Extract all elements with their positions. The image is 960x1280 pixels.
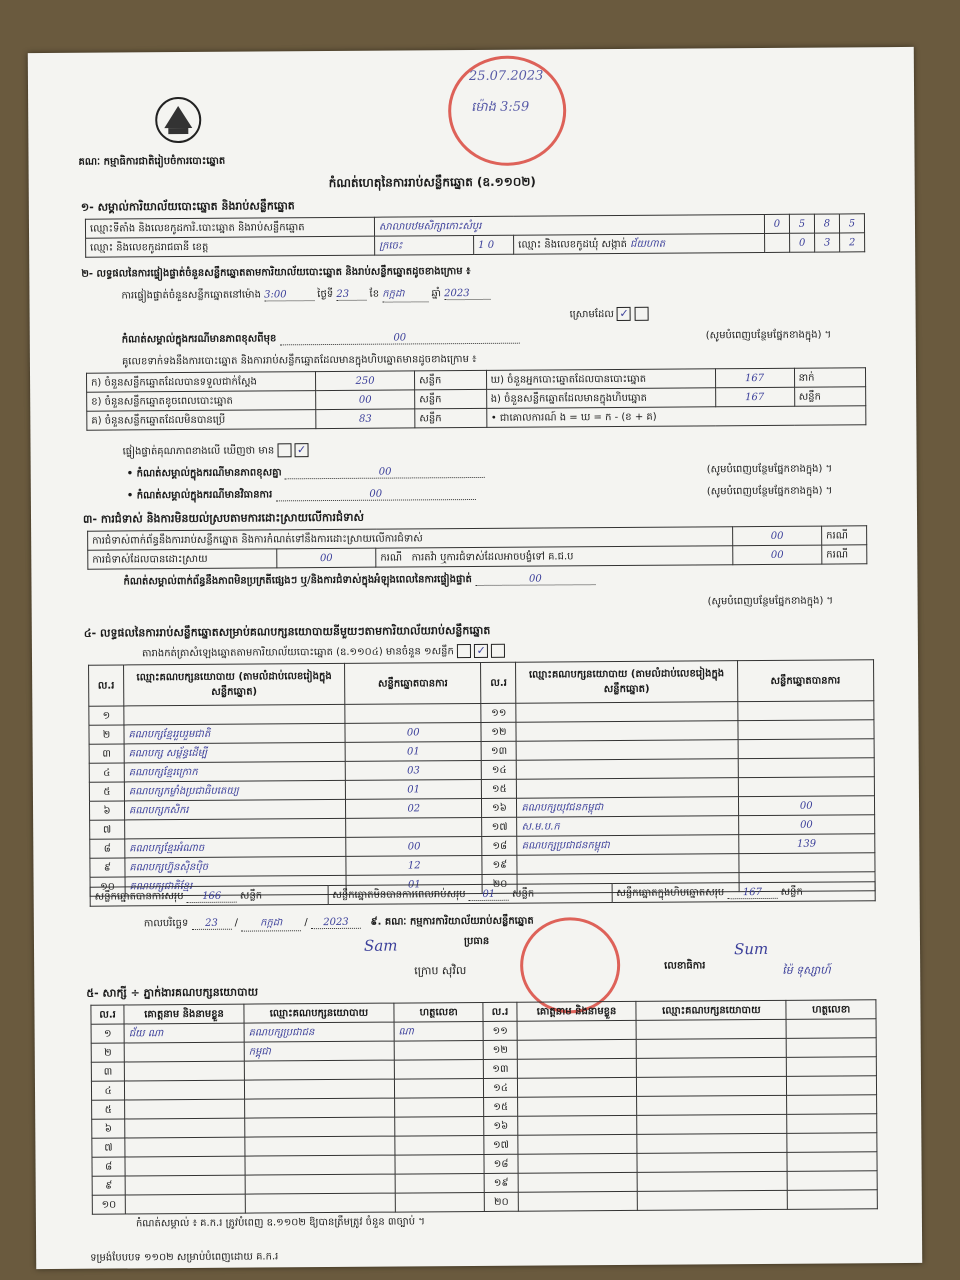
formula: • ជាគោលការណ៍ ង = ឃ = ក - (ខ + គ) [486,406,866,428]
row-no: ១៦ [484,1116,517,1135]
witness-party [245,1098,395,1118]
col-no: ល.រ [91,1005,124,1024]
row-no: ៥ [89,782,124,801]
party-name: គណបក្សប្រជាជនកម្ពុជា [517,835,738,856]
witness-signature [395,1154,485,1174]
table-row [92,1190,877,1214]
witness-party [245,1136,395,1156]
form-title: កំណត់ហេតុនៃការរាប់សន្លឹកឆ្នោត (ឧ.១១០២) [328,174,536,191]
witness-signature [394,1059,484,1079]
witness-name [517,1020,637,1040]
objection-row2-label: ការជំទាស់ដែលបានដោះស្រាយ [88,549,277,569]
col-votes: សន្លឹកឆ្នោតបានការ [345,662,482,704]
witness-name [518,1191,638,1211]
vote-count: 03 [345,760,482,780]
code-cell: 5 [789,214,814,233]
official-stamp-top [448,55,567,166]
witness-signature [395,1192,485,1212]
row-a-value: 250 [315,371,414,391]
objection-table [87,525,867,569]
col-no: ល.រ [89,665,124,706]
unit: សន្លឹក [415,408,487,427]
party-name: គណបក្ស សម្ព័ន្ធដើម្បី [124,742,345,763]
row-no: ១១ [481,703,516,722]
party-results-table [88,659,876,896]
row-no: ១០ [92,1195,125,1214]
chair-label: ប្រធាន [463,935,490,948]
vote-count [738,853,875,873]
code-cell [765,233,790,252]
objection-row2b-value: 00 [733,545,822,565]
witness-signature: ណា [394,1021,484,1041]
row-b-value: 00 [316,390,415,410]
section5-heading: ៥- សាក្សី ÷ ភ្នាក់ងារគណបក្សនយោបាយ [86,985,259,1000]
row-d-value: 167 [715,368,794,388]
checkbox-3[interactable] [491,644,505,658]
supplement-note-2: (សូមបំពេញបន្ថែមផ្នែកខាងក្នុង) ។ [706,463,833,476]
witness-party [637,1076,787,1096]
witness-signature [787,1133,877,1153]
witness-signature [787,1076,877,1096]
col-party: ឈ្មោះគណបក្សនយោបាយ (តាមលំដាប់លេខរៀងក្នុងសន្លឹកឆ្នោត) [123,663,344,706]
witness-name [125,1156,245,1176]
code-cell: 0 [790,233,815,252]
unit: សន្លឹក [415,389,487,408]
row-no: ៦ [89,801,124,820]
col-votes: សន្លឹកឆ្នោតបានការ [737,660,874,702]
col-party: ឈ្មោះគណបក្សនយោបាយ (តាមលំដាប់លេខរៀងក្នុងសន្លឹកឆ្នោត) [516,661,737,704]
row-no: ៦ [92,1119,125,1138]
party-name [124,704,345,725]
checkbox-same[interactable]: ✓ [617,307,631,321]
witness-name [518,1134,638,1154]
col-sign: ហត្ថលេខា [394,1002,484,1022]
witness-name [517,1077,637,1097]
witness-name: ជ័យ ណា [124,1023,244,1043]
commission-name: គណៈ កម្មាធិការជាតិរៀបចំការបោះឆ្នោត [78,155,226,168]
objection-row2-value: 00 [277,548,376,568]
section4-sub: តារាងកត់ត្រាសំឡេងឆ្នោតតាមការិយាល័យបោះឆ្នោត (ឧ.១១០៤) មានចំនួន ១សន្លឹក ✓ [142,644,505,662]
witness-party [637,1114,787,1134]
party-name: គណបក្សខ្មែរអំណាច [125,837,346,858]
row-no: ៧ [92,1138,125,1157]
row-no: ២០ [482,874,517,893]
witness-signature [787,1114,877,1134]
row-no: ៣ [91,1062,124,1081]
witness-party [245,1155,395,1175]
chair-signature: Sam [363,936,398,955]
witness-signature [394,1040,484,1060]
vote-count: 01 [345,779,482,799]
envelope-check: ស្រោមដែល ✓ [570,307,649,323]
witness-signature [395,1116,485,1136]
section2-heading: ២- លទ្ធផលនៃការផ្ទៀងផ្ទាត់ចំនួនសន្លឹកឆ្នោតតាមការិយាល័យបោះឆ្នោត និងរាប់សន្លឹកឆ្នោតដូចខាងក្រោម ៖ [81,266,471,280]
ballot-count-form [28,47,922,1269]
unit: ករណី [822,545,867,564]
witness-party [637,1152,787,1172]
witness-party [637,1133,787,1153]
col-no: ល.រ [483,1002,516,1021]
witness-signature [395,1135,485,1155]
party-name [517,759,738,780]
vote-count [738,758,875,778]
unit: សន្លឹក [414,370,486,389]
vote-count: 00 [738,796,875,816]
vote-count [737,720,874,740]
code-cell: 5 [839,214,864,233]
row-no: ៥ [92,1100,125,1119]
row-no: ១៩ [485,1173,518,1192]
row-no: ១៩ [482,855,517,874]
col-no: ល.រ [481,662,516,703]
witness-signature [787,1095,877,1115]
witness-party: កម្ពុជា [244,1041,394,1061]
witness-name [517,1039,637,1059]
witness-signature [394,1097,484,1117]
supplement-note-1: (សូមបំពេញបន្ថែមផ្នែកខាងក្នុង) ។ [705,329,832,342]
row-no: ១៣ [484,1059,517,1078]
supplement-note-4: (សូមបំពេញបន្ថែមផ្នែកខាងក្នុង) ។ [707,595,834,608]
vote-count [738,739,875,759]
secretary-name: ម៉ៃ ទុស្សាហ៍ [782,963,831,977]
row-no: ១៧ [484,1135,517,1154]
witness-party [244,1060,394,1080]
official-stamp-bottom [520,917,621,1014]
party-name [125,818,346,839]
witness-party [245,1174,395,1194]
row-no: ១ [89,706,124,725]
verification-time-line: ការផ្ទៀងផ្ទាត់ចំនួនសន្លឹកឆ្នោតនៅម៉ោង 3:00 ថ្ងៃទី 23 ខែ កក្កដា ឆ្នាំ 2023 [121,286,490,305]
total-valid: សន្លឹកឆ្នោតបានការសរុប 166 សន្លឹក [90,886,328,907]
code-cell: 2 [840,233,865,252]
witness-name [125,1061,245,1081]
section3-heading: ៣- ការជំទាស់ និងការមិនយល់ស្របតាមការដោះស្រាយលើការជំទាស់ [82,510,364,526]
witness-signature [394,1078,484,1098]
code-cell: 0 [764,214,789,233]
col-party: ឈ្មោះគណបក្សនយោបាយ [244,1003,394,1023]
vote-count: 01 [346,874,483,894]
party-name: គណបក្សខ្មែររួបរួមជាតិ [124,723,345,744]
party-name: គណបក្សកសិករ [124,799,345,820]
witness-name [517,1096,637,1116]
witness-party [245,1193,395,1213]
row-e-value: 167 [715,387,794,407]
witness-party [637,1057,787,1077]
witness-signature [788,1190,878,1210]
col-name: គោត្តនាម និងនាមខ្លួន [124,1004,244,1024]
nec-emblem-icon [150,96,206,144]
row-no: ១៤ [484,1078,517,1097]
witness-table [90,999,877,1214]
vote-count: 01 [345,741,482,761]
row1-value: សាលាបឋមសិក្សាកោះសំបូរ [374,214,764,236]
row-no: ៤ [89,763,124,782]
row-a-label: ក) ចំនួនសន្លឹកឆ្នោតដែលបានទទួលជាក់ស្តែង [87,372,316,393]
witness-name [518,1172,638,1192]
section4-heading: ៤- លទ្ធផលនៃការរាប់សន្លឹកឆ្នោតសម្រាប់គណបក្សនយោបាយនីមួយៗតាមការិយាល័យរាប់សន្លឹកឆ្នោត [83,623,491,640]
section1-table [85,213,865,257]
checkbox-2[interactable]: ✓ [474,644,488,658]
code-cell: 3 [815,233,840,252]
witness-name [518,1153,638,1173]
row-no: ១០ [90,877,125,896]
row-no: ១៧ [482,817,517,836]
section2-subheading: គូលេខទាក់ទងនឹងការបោះឆ្នោត និងការរាប់សន្លឹកឆ្នោតដែលមានក្នុងហិបឆ្នោតមានដូចខាងក្រោម ៖ [121,353,477,368]
row-no: ២០ [485,1192,518,1211]
witness-name [125,1194,245,1214]
row-e-label: ង) ចំនួនសន្លឹកឆ្នោតដែលមានក្នុងហិបឆ្នោត [486,388,715,409]
footnote: កំណត់សម្គាល់ ៖ គ.ក.រ ត្រូវបំពេញ ឧ.១១០២ ឱ្យបានត្រឹមត្រូវ ចំនួន ៣ច្បាប់ ។ [135,1216,425,1230]
col-sign: ហត្ថលេខា [786,1000,876,1020]
row-no: ១២ [484,1040,517,1059]
vote-count: 12 [346,855,483,875]
row2-label: ឈ្មោះ និងលេខកូដរាជធានី ខេត្ត [86,236,375,257]
witness-party [637,1038,787,1058]
row-no: ២ [89,725,124,744]
vote-count: 02 [345,798,482,818]
col-party: ឈ្មោះគណបក្សនយោបាយ [636,1000,786,1020]
checkbox-no[interactable]: ✓ [295,443,309,457]
witness-name [124,1042,244,1062]
chair-name: ក្រោប សុវិល [414,964,467,978]
row-b-label: ខ) ចំនួនសន្លឹកឆ្នោតខូចពេលបោះឆ្នោត [87,391,316,412]
witness-name [125,1118,245,1138]
form-code: ទម្រង់បែបបទ ១១០២ សម្រាប់បំពេញដោយ គ.ក.រ [90,1251,279,1264]
party-name [517,854,738,875]
count-table [86,367,866,430]
row-no: ១៣ [482,741,517,760]
witness-party [636,1019,786,1039]
unit: ករណី [822,526,867,545]
witness-signature [787,1057,877,1077]
date-line: កាលបរិច្ឆេទ 23 / កក្កដា / 2023 ៩. គណៈ កម្មការការិយាល័យរាប់សន្លឹកឆ្នោត [144,914,534,933]
objection-row1-value: 00 [733,526,822,546]
party-name: ស.ម.ប.ក [517,816,738,837]
row-no: ៤ [91,1081,124,1100]
witness-name [125,1137,245,1157]
row-no: ១៨ [484,1154,517,1173]
row-no: ១៤ [482,760,517,779]
witness-party [638,1190,788,1210]
row2-value: ក្រចេះ [375,235,474,255]
row-no: ១២ [481,722,516,741]
row-no: ១៦ [482,798,517,817]
checkbox-1[interactable] [457,644,471,658]
code-cell: 8 [814,214,839,233]
party-name [517,778,738,799]
row-no: ១៨ [482,836,517,855]
vote-count [346,817,483,837]
witness-party [638,1171,788,1191]
unit: នាក់ [794,368,866,387]
row-no: ៧ [90,820,125,839]
party-name: គណបក្សយុវជនកម្ពុជា [517,797,738,818]
supplement-note-3: (សូមបំពេញបន្ថែមផ្នែកខាងក្នុង) ។ [706,485,833,498]
unit: សន្លឹក [794,387,866,406]
row1-label: ឈ្មោះទីតាំង និងលេខកូដការិ.បោះឆ្នោត និងរាប់សន្លឹកឆ្នោត [85,217,374,238]
vote-count: 00 [345,722,482,742]
vote-count [738,777,875,797]
row-c-label: គ) ចំនួនសន្លឹកឆ្នោតដែលមិនបានប្រើ [87,410,316,431]
stamp-time: ម៉ោង 3:59 [471,99,530,116]
witness-name [125,1175,245,1195]
checkbox-yes[interactable] [277,443,291,457]
total-invalid: សន្លឹកឆ្នោតមិនបានការពេលរាប់សរុប 01 សន្លឹក [328,884,612,905]
totals-table [90,881,876,906]
party-name: គណបក្សជាតិខ្មែរ [125,875,346,896]
row-d-label: ឃ) ចំនួនអ្នកបោះឆ្នោតដែលបានបោះឆ្នោត [486,369,715,390]
witness-party: គណបក្សប្រជាជន [244,1022,394,1042]
row-no: ៨ [90,839,125,858]
party-name [516,721,737,742]
vote-count: 00 [738,815,875,835]
witness-name [517,1058,637,1078]
compare-line: ផ្ទៀងផ្ទាត់គុណភាពខាងលើ ឃើញថា មាន ✓ [123,443,309,459]
col-name: គោត្តនាម និងនាមខ្លួន [517,1001,637,1021]
row2-commune: ឈ្មោះ និងលេខកូដឃុំ សង្កាត់ ជ័យហាត [514,233,765,254]
party-name: គណបក្សខ្មែរក្រោក [124,761,345,782]
note-line-1: កំណត់សម្គាល់ក្នុងករណីមានភាពខុសពីមុខ 00 [122,330,520,348]
note-line-2: • កំណត់សម្គាល់ក្នុងករណីមានភាពខុសគ្នា 00 [127,464,485,482]
row-no: ៩ [92,1176,125,1195]
witness-signature [787,1152,877,1172]
party-name [516,740,737,761]
objection-row1-label: ការជំទាស់ពាក់ព័ន្ធនឹងការរាប់សន្លឹកឆ្នោត និងការកំណត់ទៅនឹងការដោះស្រាយលើការជំទាស់ [88,527,733,551]
row-no: ១ [91,1024,124,1043]
vote-count: 00 [346,836,483,856]
objection-row2b: ករណី ការតវ៉ា ឬការជំទាស់ដែលអាចបង្ខំទៅ គ.ជ.ប [376,546,733,567]
vote-count: 139 [738,834,875,854]
row-no: ២ [91,1043,124,1062]
row-c-value: 83 [316,409,415,429]
row-no: ៨ [92,1157,125,1176]
secretary-signature: Sum [733,939,769,959]
witness-party [245,1117,395,1137]
vote-count [345,703,482,723]
secretary-label: លេខាធិការ [664,960,706,972]
row-no: ១៥ [484,1097,517,1116]
witness-signature [786,1019,876,1039]
section1-heading: ១- សម្គាល់ការិយាល័យបោះឆ្នោត និងរាប់សន្លឹកឆ្នោត [80,199,295,214]
vote-count [737,701,874,721]
witness-name [125,1099,245,1119]
total-in-box: សន្លឹកឆ្នោតក្នុងហិបឆ្នោតសរុប 167 សន្លឹក [612,882,875,903]
witness-signature [787,1171,877,1191]
row-no: ៩ [90,858,125,877]
stamp-date: 25.07.2023 [468,68,544,85]
row-no: ១១ [484,1021,517,1040]
objection-note: កំណត់សម្គាល់ពាក់ព័ន្ធនឹងភាពមិនប្រក្រតីផ្សេងៗ ឬ/និងការជំទាស់ក្នុងអំឡុងពេលនៃការផ្ទៀងផ្ទាត់ 00 [123,571,595,589]
witness-party [244,1079,394,1099]
party-name: គណបក្សហ្វ៊ុនស៊ិនប៉ិច [125,856,346,877]
witness-name [125,1080,245,1100]
checkbox-different[interactable] [634,307,648,321]
witness-name [517,1115,637,1135]
party-name: គណបក្សកម្លាំងប្រជាធិបតេយ្យ [124,780,345,801]
party-name [516,702,737,723]
row-no: ៣ [89,744,124,763]
witness-party [637,1095,787,1115]
note-line-3: • កំណត់សម្គាល់ក្នុងករណីមានវិធានការ 00 [127,486,476,503]
witness-signature [787,1038,877,1058]
row-no: ១៥ [482,779,517,798]
row2-code: 1 0 [474,235,514,254]
witness-signature [395,1173,485,1193]
